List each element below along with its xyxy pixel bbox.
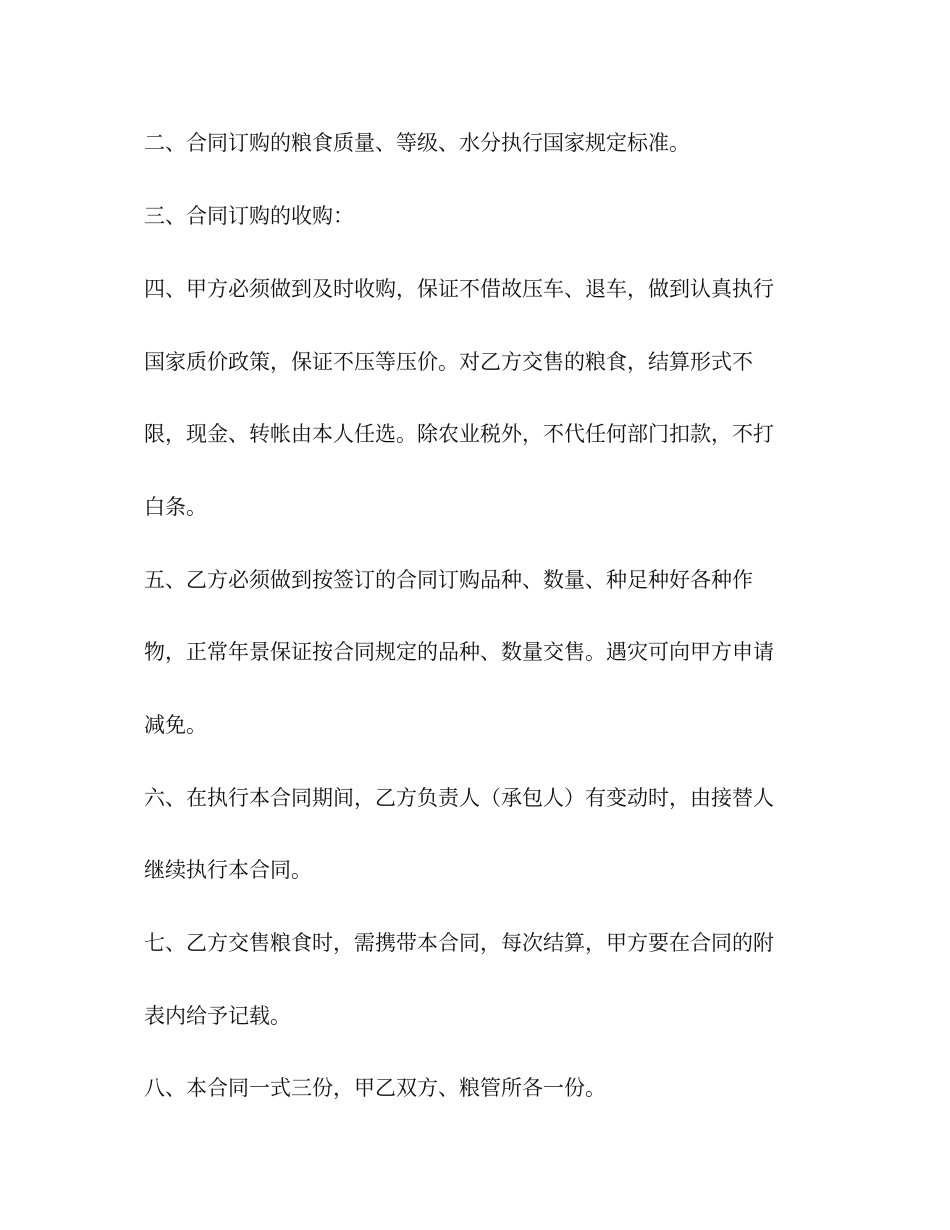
clause-2-line-1: 二、合同订购的粮食质量、等级、水分执行国家规定标准。 bbox=[144, 131, 690, 155]
clause-6-line-2: 继续执行本合同。 bbox=[144, 858, 312, 882]
clause-4-line-2: 国家质价政策，保证不压等压价。对乙方交售的粮食，结算形式不 bbox=[144, 350, 753, 374]
clause-4-line-3: 限，现金、转帐由本人任选。除农业税外，不代任何部门扣款，不打 bbox=[144, 422, 774, 446]
clause-5-line-3: 减免。 bbox=[144, 713, 207, 737]
clause-7-line-2: 表内给予记载。 bbox=[144, 1004, 291, 1028]
clause-8-line-1: 八、本合同一式三份，甲乙双方、粮管所各一份。 bbox=[144, 1076, 606, 1100]
clause-4-line-1: 四、甲方必须做到及时收购，保证不借故压车、退车，做到认真执行 bbox=[144, 277, 774, 301]
clause-3-line-1: 三、合同订购的收购： bbox=[144, 204, 354, 228]
clause-6-line-1: 六、在执行本合同期间，乙方负责人（承包人）有变动时，由接替人 bbox=[144, 786, 774, 810]
clause-5-line-2: 物，正常年景保证按合同规定的品种、数量交售。遇灾可向甲方申请 bbox=[144, 640, 774, 664]
clause-5-line-1: 五、乙方必须做到按签订的合同订购品种、数量、种足种好各种作 bbox=[144, 568, 753, 592]
clause-4-line-4: 白条。 bbox=[144, 495, 207, 519]
clause-7-line-1: 七、乙方交售粮食时，需携带本合同，每次结算，甲方要在合同的附 bbox=[144, 931, 774, 955]
